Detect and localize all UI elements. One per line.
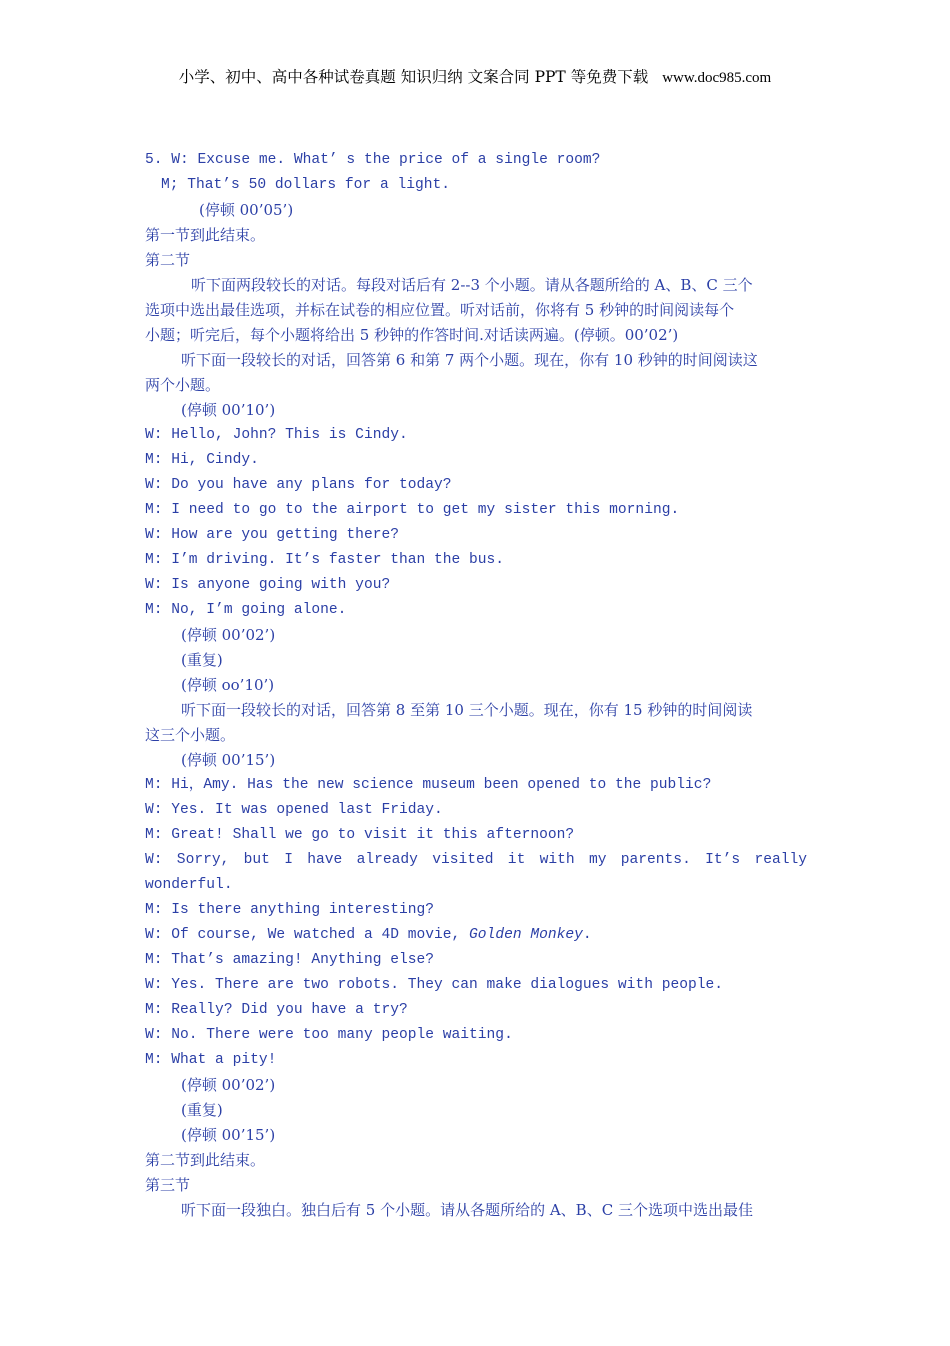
section-end: 第二节到此结束。 bbox=[145, 1151, 266, 1169]
instruction-line: 听下面一段较长的对话，回答第 6 和第 7 两个小题。现在，你有 10 秒钟的时间阅读这 bbox=[181, 351, 758, 369]
dialogue-line: W: Yes. There are two robots. They can make dialogues with people. bbox=[145, 977, 724, 993]
pause-note: (停顿 00’15’) bbox=[181, 751, 276, 769]
pause-note: (停顿 00’10’) bbox=[181, 401, 276, 419]
page-header bbox=[0, 65, 950, 87]
dialogue-line: W: Sorry, but I have already visited it with my parents. It’s really bbox=[145, 852, 807, 868]
text-line: 5. W: Excuse me. What’ s the price of a single room? bbox=[145, 152, 601, 168]
instruction-line: 两个小题。 bbox=[145, 376, 221, 394]
repeat-note: (重复) bbox=[181, 1101, 223, 1119]
section-end: 第一节到此结束。 bbox=[145, 226, 266, 244]
pause-note: (停顿 00’15’) bbox=[181, 1126, 276, 1144]
instruction-line: 听下面一段较长的对话，回答第 8 至第 10 三个小题。现在，你有 15 秒钟的时间阅读 bbox=[181, 701, 753, 719]
dialogue-line: M: Hi，Amy. Has the new science museum been opened to the public? bbox=[145, 777, 712, 793]
dialogue-line: M: No, I’m going alone. bbox=[145, 602, 347, 618]
dialogue-line: M: What a pity! bbox=[145, 1052, 277, 1068]
pause-note: (停顿 oo’10’) bbox=[181, 676, 275, 694]
document-body bbox=[145, 148, 807, 1223]
instruction-line: 小题；听完后，每个小题将给出 5 秒钟的作答时间.对话读两遍。(停顿。00’02’) bbox=[145, 326, 679, 344]
dialogue-line: M: Hi, Cindy. bbox=[145, 452, 259, 468]
instruction-line: 这三个小题。 bbox=[145, 726, 236, 744]
text-line: M; That’s 50 dollars for a light. bbox=[161, 177, 451, 193]
dialogue-line: M: I’m driving. It’s faster than the bus. bbox=[145, 552, 505, 568]
instruction-line: 选项中选出最佳选项，并标在试卷的相应位置。听对话前，你将有 5 秒钟的时间阅读每个 bbox=[145, 301, 735, 319]
pause-note: (停顿 00’05’) bbox=[199, 201, 294, 219]
dialogue-line bbox=[145, 923, 807, 948]
dialogue-line: W: How are you getting there? bbox=[145, 527, 399, 543]
dialogue-line: M: Is there anything interesting? bbox=[145, 902, 435, 918]
header-url: www.doc985.com bbox=[662, 70, 772, 86]
instruction-line: 听下面两段较长的对话。每段对话后有 2--3 个小题。请从各题所给的 A、B、C 三个 bbox=[191, 276, 753, 294]
dialogue-line: W: Do you have any plans for today? bbox=[145, 477, 452, 493]
instruction-line: 听下面一段独白。独白后有 5 个小题。请从各题所给的 A、B、C 三个选项中选出最佳 bbox=[181, 1201, 753, 1219]
repeat-note: (重复) bbox=[181, 651, 223, 669]
dialogue-line: W: Yes. It was opened last Friday. bbox=[145, 802, 443, 818]
pause-note: (停顿 00’02’) bbox=[181, 1076, 276, 1094]
dialogue-line: M: Really? Did you have a try? bbox=[145, 1002, 408, 1018]
section-heading: 第二节 bbox=[145, 251, 191, 269]
dialogue-line: M: I need to go to the airport to get my sister this morning. bbox=[145, 502, 680, 518]
dialogue-line: M: That’s amazing! Anything else? bbox=[145, 952, 435, 968]
dialogue-line: W: Is anyone going with you? bbox=[145, 577, 391, 593]
dialogue-line: M: Great! Shall we go to visit it this afternoon? bbox=[145, 827, 575, 843]
dialogue-line: W: No. There were too many people waiting. bbox=[145, 1027, 513, 1043]
section-heading: 第三节 bbox=[145, 1176, 191, 1194]
dialogue-punct: . bbox=[582, 927, 592, 943]
header-title: 小学、初中、高中各种试卷真题 知识归纳 文案合同 PPT 等免费下载 bbox=[178, 68, 649, 86]
dialogue-line: W: Hello, John? This is Cindy. bbox=[145, 427, 408, 443]
dialogue-line: wonderful. bbox=[145, 877, 233, 893]
pause-note: (停顿 00’02’) bbox=[181, 626, 276, 644]
dialogue-text: W: Of course, We watched a 4D movie, bbox=[145, 927, 461, 943]
movie-title: Golden Monkey bbox=[469, 927, 583, 943]
